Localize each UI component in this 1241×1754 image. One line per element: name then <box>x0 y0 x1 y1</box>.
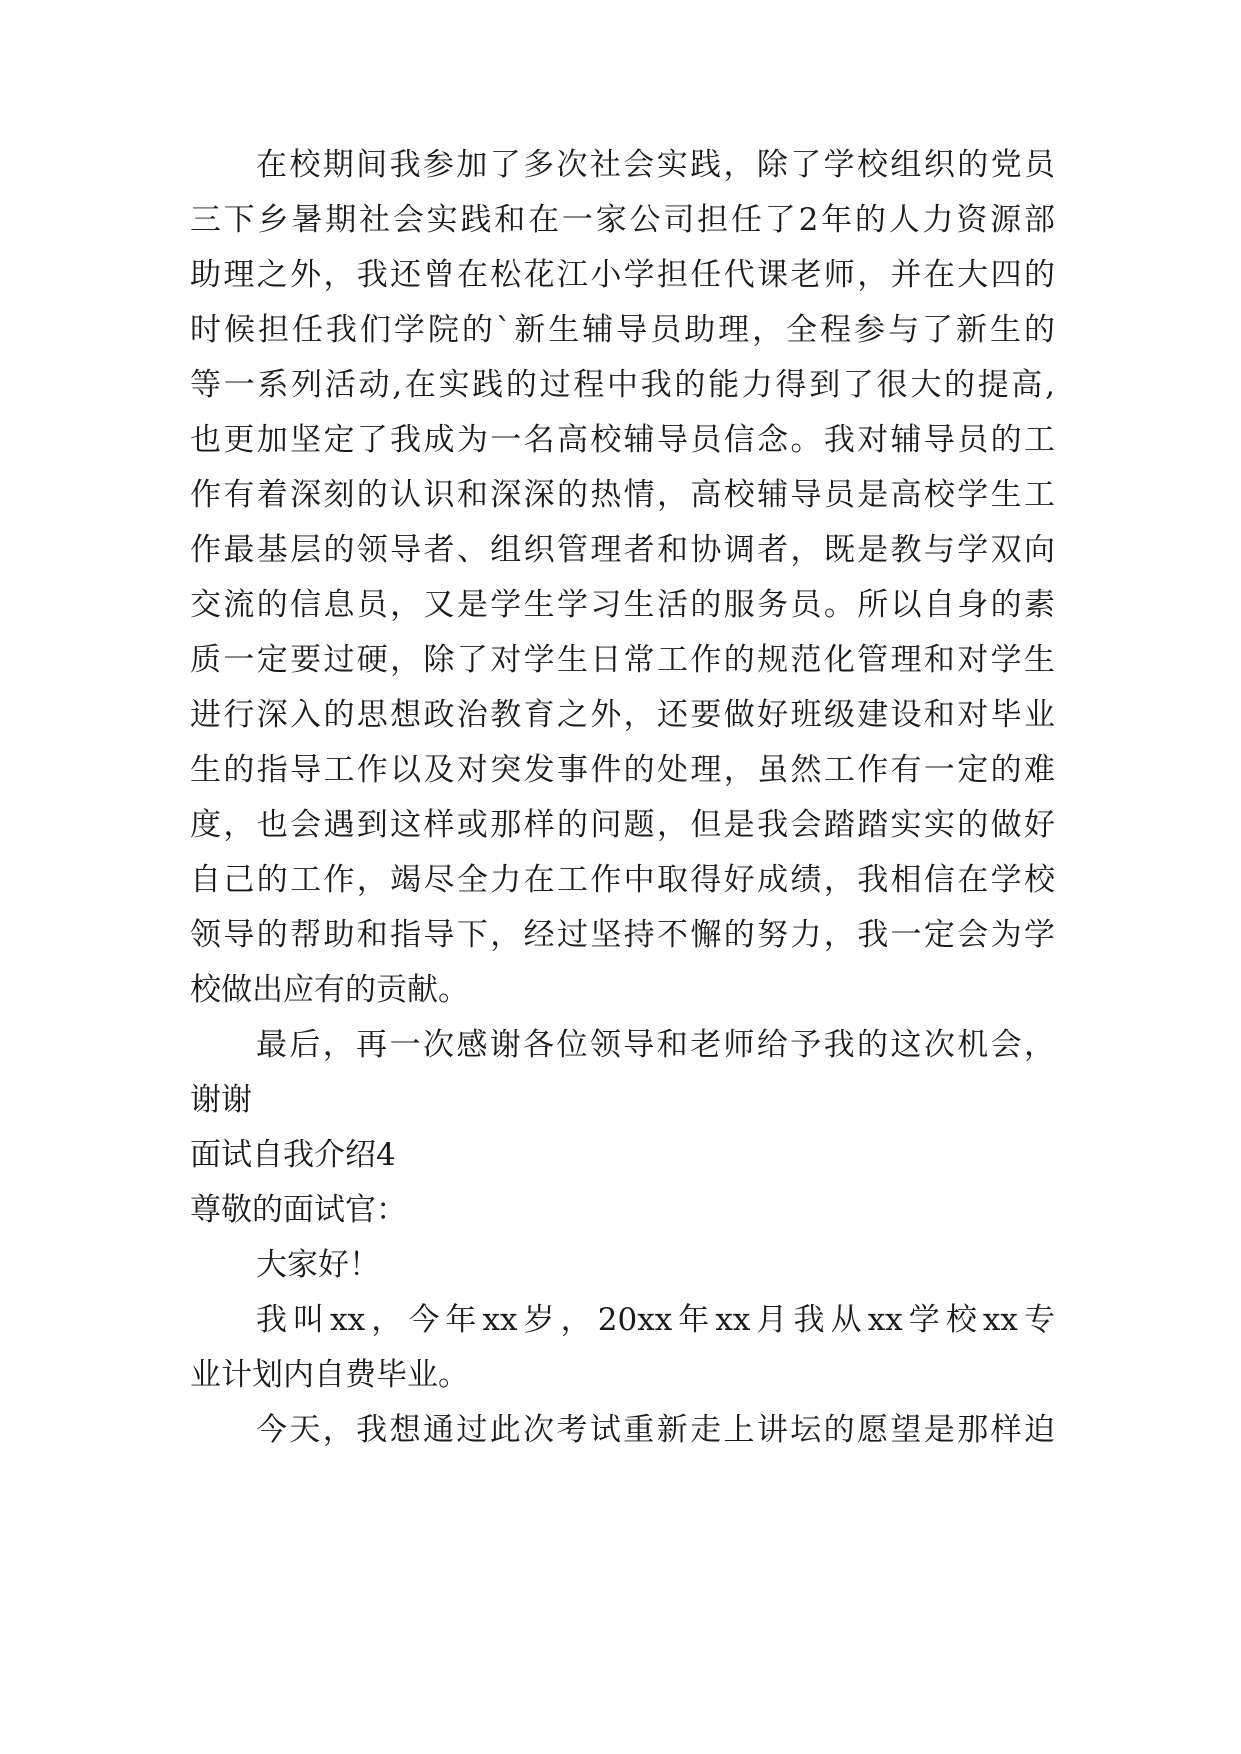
paragraph-line: 生的指导工作以及对突发事件的处理，虽然工作有一定的难 <box>190 752 1055 788</box>
paragraph-line: 等一系列活动,在实践的过程中我的能力得到了很大的提高, <box>190 367 1055 403</box>
paragraph-line: 作最基层的领导者、组织管理者和协调者，既是教与学双向 <box>190 532 1055 568</box>
paragraph-line: 度，也会遇到这样或那样的问题，但是我会踏踏实实的做好 <box>190 807 1055 843</box>
paragraph-line: 进行深入的思想政治教育之外，还要做好班级建设和对毕业 <box>190 697 1055 733</box>
paragraph-line: 最后，再一次感谢各位领导和老师给予我的这次机会， <box>256 1027 1055 1063</box>
greeting: 大家好！ <box>256 1247 380 1283</box>
paragraph-line: 我叫xx，今年xx岁，20xx年xx月我从xx学校xx专 <box>256 1302 1055 1338</box>
paragraph-line: 业计划内自费毕业。 <box>190 1357 469 1393</box>
paragraph-line: 交流的信息员，又是学生学习生活的服务员。所以自身的素 <box>190 587 1055 623</box>
paragraph-line: 校做出应有的贡献。 <box>190 972 469 1008</box>
section-heading: 面试自我介绍4 <box>190 1137 396 1173</box>
paragraph-line: 今天，我想通过此次考试重新走上讲坛的愿望是那样迫 <box>256 1412 1055 1448</box>
paragraph-line: 也更加坚定了我成为一名高校辅导员信念。我对辅导员的工 <box>190 422 1055 458</box>
paragraph-line: 自己的工作，竭尽全力在工作中取得好成绩，我相信在学校 <box>190 862 1055 898</box>
paragraph-line: 三下乡暑期社会实践和在一家公司担任了2年的人力资源部 <box>190 202 1055 238</box>
paragraph-line: 助理之外，我还曾在松花江小学担任代课老师，并在大四的 <box>190 257 1055 293</box>
paragraph-line: 作有着深刻的认识和深深的热情，高校辅导员是高校学生工 <box>190 477 1055 513</box>
salutation: 尊敬的面试官： <box>190 1192 407 1228</box>
paragraph-line: 时候担任我们学院的`新生辅导员助理，全程参与了新生的 <box>190 312 1055 348</box>
paragraph-line: 领导的帮助和指导下，经过坚持不懈的努力，我一定会为学 <box>190 917 1055 953</box>
paragraph-line: 在校期间我参加了多次社会实践，除了学校组织的党员 <box>256 147 1055 183</box>
paragraph-line: 谢谢 <box>190 1082 252 1118</box>
paragraph-line: 质一定要过硬，除了对学生日常工作的规范化管理和对学生 <box>190 642 1055 678</box>
